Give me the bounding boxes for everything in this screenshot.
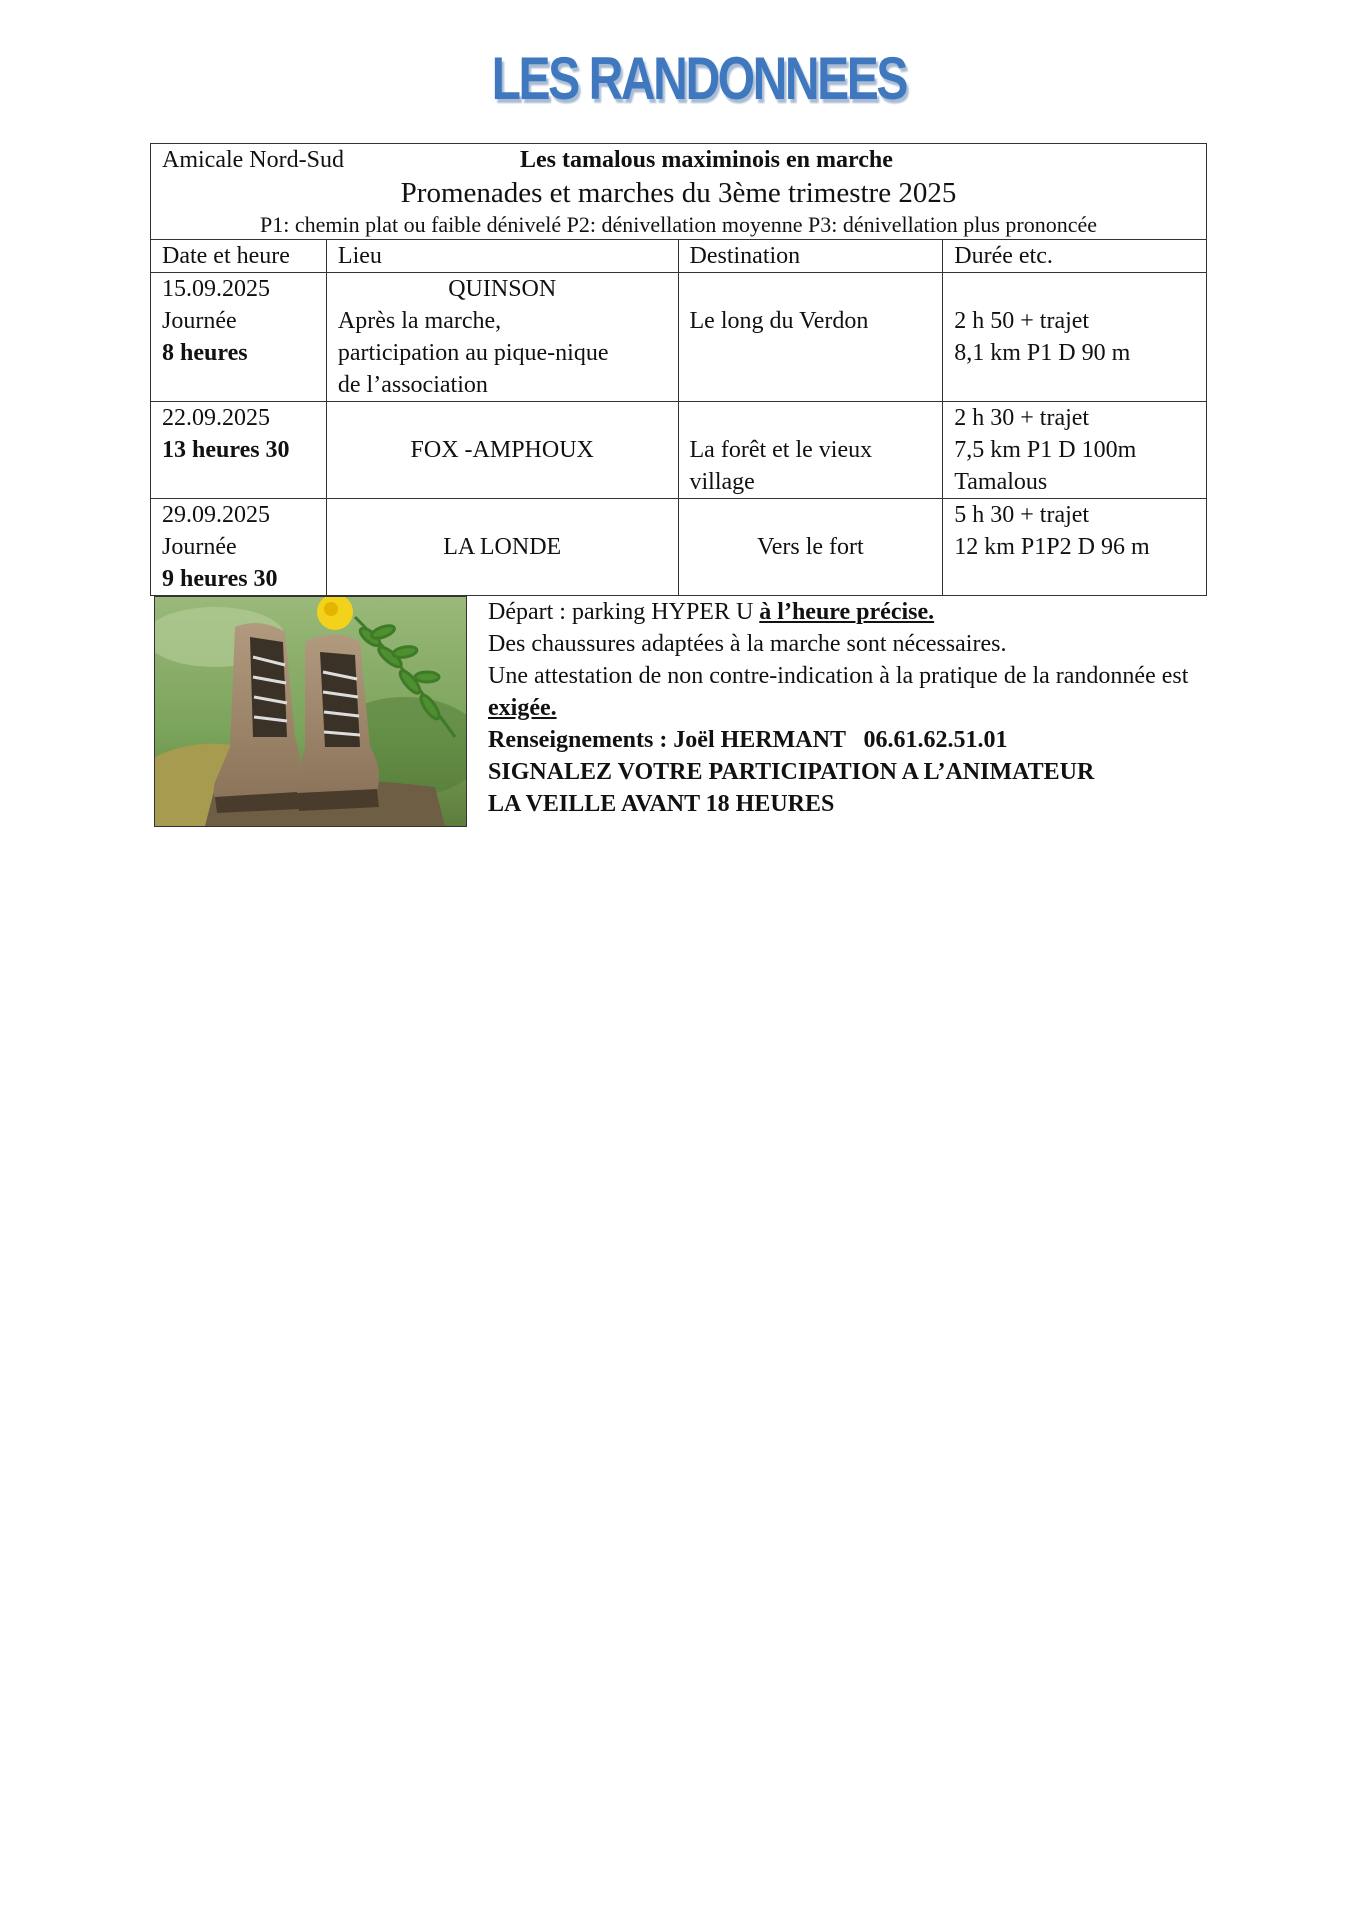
- column-header-row: [151, 240, 1207, 273]
- certificate-emphasis: exigée.: [488, 695, 557, 721]
- walk-place-note: participation au pique-nique: [337, 340, 609, 366]
- walk-destination: La forêt et le vieux: [689, 437, 873, 463]
- column-header-duration: Durée etc.: [943, 240, 1207, 273]
- table-row: [151, 499, 1207, 596]
- walk-place: FOX -AMPHOUX: [410, 437, 594, 463]
- walk-details: 7,5 km P1 D 100m: [954, 437, 1137, 463]
- departure-text: Départ : parking HYPER U: [488, 599, 760, 625]
- table-header-block: [151, 144, 1207, 240]
- group-name: Les tamalous maximinois en marche: [520, 147, 893, 173]
- schedule-subtitle: Promenades et marches du 3ème trimestre 2025: [400, 177, 957, 209]
- walk-time: 9 heures 30: [162, 566, 278, 592]
- signal-notice-line2: LA VEILLE AVANT 18 HEURES: [488, 791, 835, 817]
- departure-line: [488, 596, 1208, 628]
- schedule-table: [150, 143, 1207, 596]
- walk-place-note: de l’association: [337, 372, 488, 398]
- signal-notice-line1: SIGNALEZ VOTRE PARTICIPATION A L’ANIMATEUR: [488, 759, 1095, 785]
- walk-place: LA LONDE: [443, 534, 562, 560]
- column-header-date: Date et heure: [151, 240, 327, 273]
- page-title: LES RANDONNEES: [491, 45, 907, 112]
- certificate-line: [488, 660, 1208, 724]
- walk-time: 13 heures 30: [162, 437, 290, 463]
- walk-date: 22.09.2025: [162, 405, 270, 431]
- walk-date: 15.09.2025: [162, 276, 270, 302]
- walk-time: 8 heures: [162, 340, 248, 366]
- association-name: Amicale Nord-Sud: [162, 147, 344, 173]
- walk-details: 8,1 km P1 D 90 m: [954, 340, 1131, 366]
- certificate-text: Une attestation de non contre-indication à la pratique de la randonnée est: [488, 663, 1189, 689]
- column-header-destination: Destination: [678, 240, 943, 273]
- walk-place: QUINSON: [448, 276, 557, 302]
- table-row: [151, 273, 1207, 402]
- walk-day: Journée: [162, 308, 237, 334]
- column-header-place: Lieu: [326, 240, 678, 273]
- departure-emphasis: à l’heure précise.: [759, 599, 935, 625]
- walk-details: Tamalous: [954, 469, 1048, 495]
- practical-info: [488, 596, 1208, 820]
- walk-destination: village: [689, 469, 755, 495]
- shoes-note: Des chaussures adaptées à la marche sont nécessaires.: [488, 631, 1007, 657]
- walk-place-note: Après la marche,: [337, 308, 502, 334]
- table-row: [151, 402, 1207, 499]
- difficulty-legend: P1: chemin plat ou faible dénivelé P2: dénivellation moyenne P3: dénivellation plus prononcée: [259, 212, 1098, 237]
- walk-duration: 5 h 30 + trajet: [954, 502, 1090, 528]
- walk-duration: 2 h 50 + trajet: [954, 308, 1090, 334]
- walk-duration: 2 h 30 + trajet: [954, 405, 1090, 431]
- hiking-boots-photo: [154, 596, 467, 827]
- walk-date: 29.09.2025: [162, 502, 270, 528]
- walk-destination: Le long du Verdon: [689, 308, 869, 334]
- walk-details: 12 km P1P2 D 96 m: [954, 534, 1150, 560]
- walk-destination: Vers le fort: [757, 534, 864, 560]
- walk-day: Journée: [162, 534, 237, 560]
- contact-info: Renseignements : Joël HERMANT 06.61.62.51.01: [488, 727, 1008, 753]
